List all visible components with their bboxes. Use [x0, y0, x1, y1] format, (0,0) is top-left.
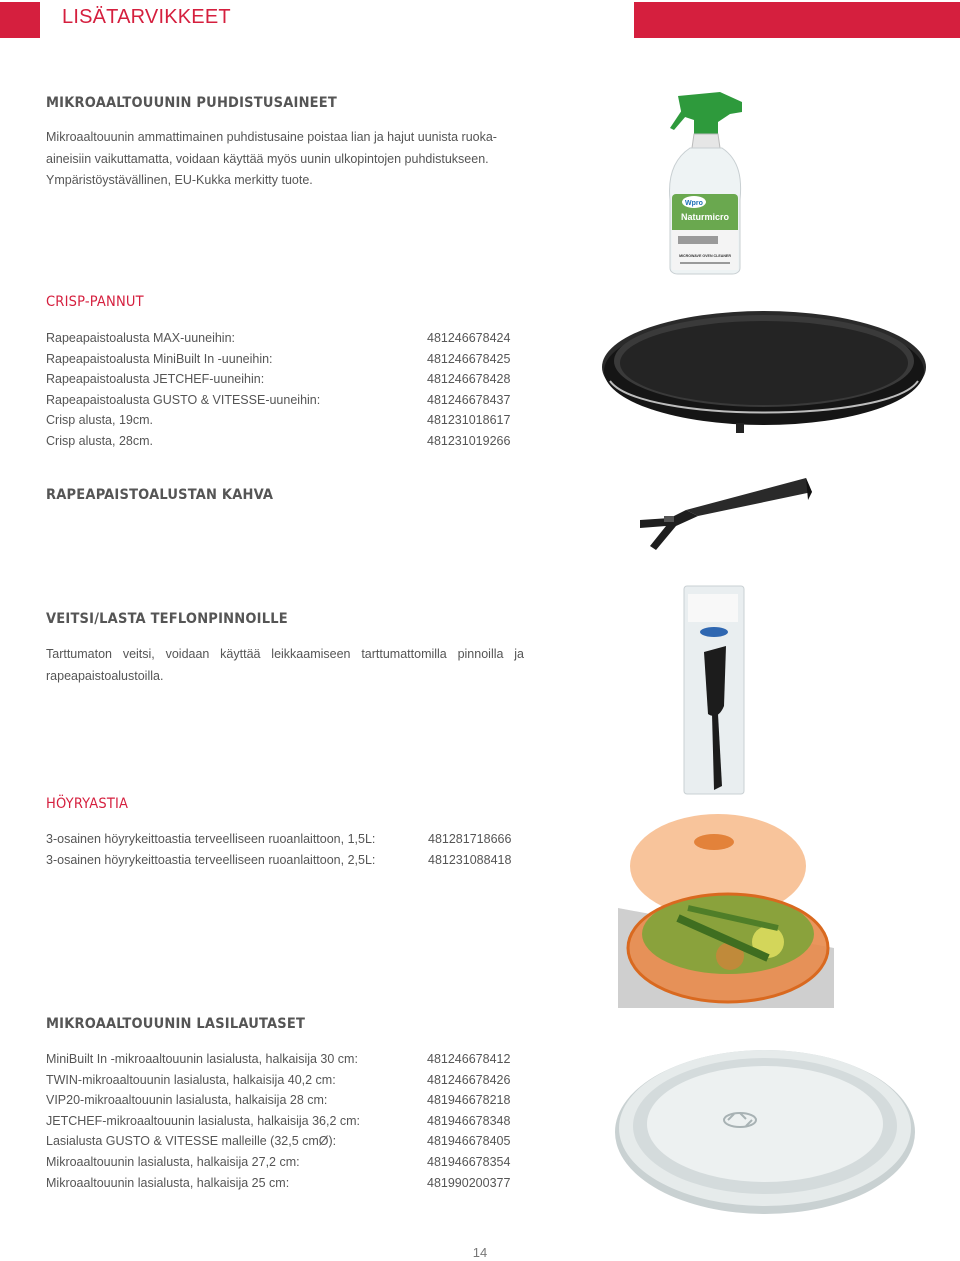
item-name: Crisp alusta, 19cm. — [46, 413, 153, 428]
crisp-row — [46, 434, 511, 455]
crisp-pan-image — [600, 305, 930, 435]
steamer-row — [46, 832, 512, 853]
item-code: 481946678405 — [427, 1134, 511, 1149]
item-code: 481231018617 — [427, 413, 511, 428]
naturmicro-text: Naturmicro — [680, 212, 730, 222]
item-name: 3-osainen höyrykeittoastia terveelliseen ruoanlaittoon, 2,5L: — [46, 852, 376, 867]
item-name: Rapeapaistoalusta MAX-uuneihin: — [46, 331, 236, 345]
item-code: 481231088418 — [428, 852, 512, 867]
item-code: 481246678426 — [427, 1072, 511, 1087]
item-name: TWIN-mikroaaltouunin lasialusta, halkaisija 40,2 cm: — [46, 1072, 336, 1087]
item-name: Rapeapaistoalusta GUSTO & VITESSE-uuneihin: — [46, 392, 321, 407]
crisp-row — [46, 331, 511, 352]
plates-row — [46, 1155, 511, 1176]
item-code: 481231019266 — [427, 434, 511, 448]
cleaner-line-2: aineisiin vaikuttamatta, voidaan käyttää myös uunin ulkopintojen puhdistukseen. — [46, 151, 489, 166]
item-name: VIP20-mikroaaltouunin lasialusta, halkaisija 28 cm: — [46, 1093, 328, 1108]
cleaner-description — [46, 127, 497, 192]
item-code: 481246678437 — [427, 392, 511, 407]
steamer-row — [46, 852, 512, 874]
item-code: 481946678348 — [427, 1113, 511, 1128]
item-name: Rapeapaistoalusta JETCHEF-uuneihin: — [46, 372, 265, 387]
plates-row — [46, 1052, 511, 1073]
page-title: LISÄTARVIKKEET — [62, 6, 231, 28]
item-name: 3-osainen höyrykeittoastia terveelliseen ruoanlaittoon, 1,5L: — [46, 832, 376, 846]
product-label-text: MICROWAVE OVEN CLEANER — [679, 254, 731, 258]
cleaner-line-1: Mikroaaltouunin ammattimainen puhdistusaine poistaa lian ja hajut uunista ruoka- — [46, 130, 497, 144]
crisp-row — [46, 392, 511, 414]
section-title-handle: RAPEAPAISTOALUSTAN KAHVA — [46, 487, 274, 503]
item-code: 481990200377 — [427, 1175, 511, 1190]
item-code: 481246678425 — [427, 351, 511, 366]
pan-handle-image — [636, 470, 812, 552]
section-title-knife: VEITSI/LASTA TEFLONPINNOILLE — [46, 611, 288, 627]
header-accent-right — [634, 2, 960, 38]
steamer-image — [618, 808, 834, 1008]
crisp-row — [46, 413, 511, 434]
item-name: Crisp alusta, 28cm. — [46, 434, 153, 448]
item-code: 481246678424 — [427, 331, 511, 345]
knife-package-image — [684, 586, 746, 796]
item-code: 481946678218 — [427, 1093, 511, 1108]
item-code: 481246678428 — [427, 372, 511, 387]
plates-row — [46, 1072, 511, 1094]
item-name: Rapeapaistoalusta MiniBuilt In -uuneihin: — [46, 351, 273, 366]
glass-plate-image — [612, 1040, 918, 1218]
item-name: JETCHEF-mikroaaltouunin lasialusta, halkaisija 36,2 cm: — [46, 1113, 361, 1128]
section-title-cleaner: MIKROAALTOUUNIN PUHDISTUSAINEET — [46, 95, 338, 111]
crisp-row — [46, 351, 511, 373]
plates-row — [46, 1134, 511, 1155]
knife-line-2: rapeapaistoalustoilla. — [46, 668, 164, 683]
knife-description — [46, 644, 524, 687]
crisp-row — [46, 372, 511, 393]
plates-row — [46, 1113, 511, 1135]
item-code: 481281718666 — [428, 832, 512, 846]
plates-row — [46, 1175, 511, 1197]
item-name: Mikroaaltouunin lasialusta, halkaisija 27,2 cm: — [46, 1155, 300, 1169]
item-name: Lasialusta GUSTO & VITESSE malleille (32,5 cmØ): — [46, 1134, 337, 1149]
header-accent-left — [0, 2, 40, 38]
section-title-steamer: HÖYRYASTIA — [46, 796, 129, 812]
cleaner-line-3: Ympäristöystävällinen, EU-Kukka merkitty tuote. — [46, 173, 313, 187]
item-name: MiniBuilt In -mikroaaltouunin lasialusta, halkaisija 30 cm: — [46, 1052, 358, 1066]
cleaner-spray-bottle-image — [660, 90, 750, 275]
page-number: 14 — [472, 1245, 488, 1260]
item-name: Mikroaaltouunin lasialusta, halkaisija 25 cm: — [46, 1175, 290, 1190]
wpro-logo-icon — [700, 627, 728, 637]
wpro-brand-text: Wpro — [685, 200, 703, 207]
knife-line-1: Tarttumaton veitsi, voidaan käyttää leikkaamiseen tarttumattomilla pinnoilla ja — [46, 647, 524, 661]
plates-row — [46, 1093, 511, 1114]
section-title-plates: MIKROAALTOUUNIN LASILAUTASET — [46, 1016, 306, 1032]
section-title-crisp: CRISP-PANNUT — [46, 294, 144, 310]
item-code: 481246678412 — [427, 1052, 511, 1066]
item-code: 481946678354 — [427, 1155, 511, 1169]
